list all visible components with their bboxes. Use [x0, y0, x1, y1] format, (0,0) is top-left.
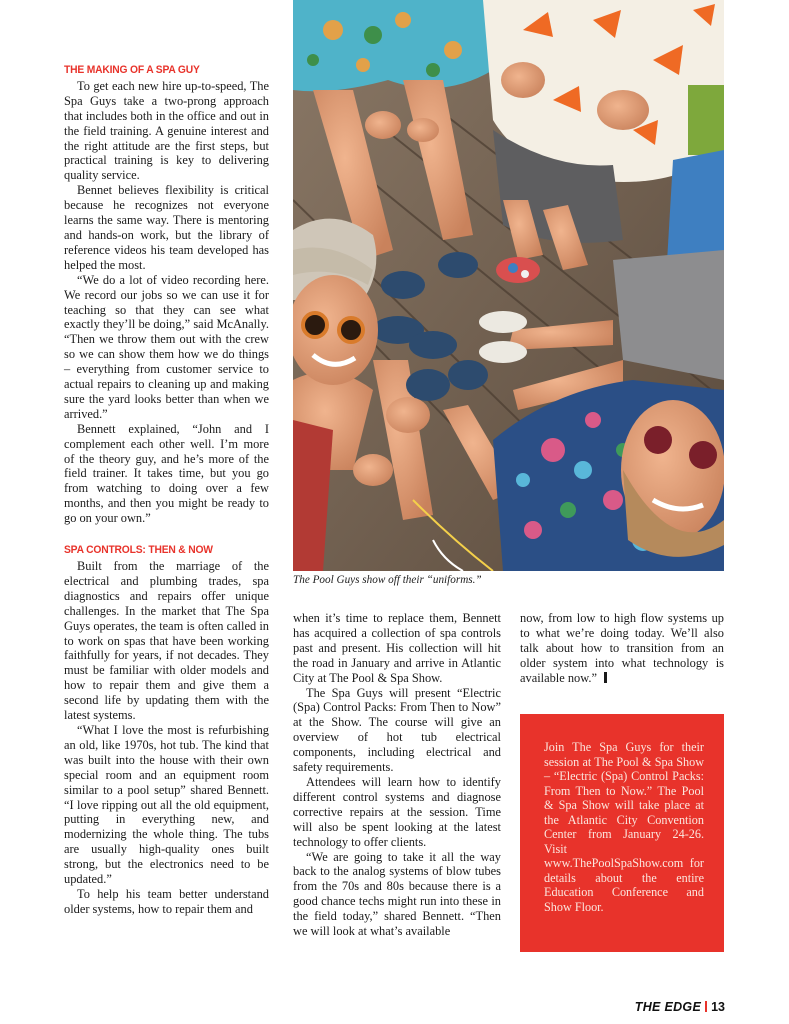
article-paragraph-final [520, 611, 724, 686]
article-paragraph: when it’s time to replace them, Bennett has acquired a collection of spa controls past and present. His collection will hit the road in January and arrive in Atlantic City at The Pool & Spa Show. [293, 611, 501, 685]
folio-divider [705, 1001, 707, 1012]
photo-group-feet-circle [293, 0, 724, 571]
article-paragraph: To help his team better understand older systems, how to repair them and [64, 886, 269, 916]
article-paragraph: “We are going to take it all the way back to the analog systems of blow tubes from the 70s and 80s because there is a good chance techs might run into these in the field today,” shared Bennett. “Then we will look at what’s available [293, 849, 501, 939]
article-paragraph: Bennet believes flexibility is critical because he recognizes not everyone learns the same way. There is mentoring and hands-on work, but the library of reference videos his team developed has helped the most. [64, 183, 269, 272]
article-paragraph: “We do a lot of video recording here. We record our jobs so we can use it for teaching so that they can see what exactly they’ll be doing,” said McAnally. “Then we throw them out with the crew so we can show them how we do things – everything from customer service to actual repairs to cleaning up and making sure the yard looks better than when we arrived.” [64, 272, 269, 421]
article-paragraph: The Spa Guys will present “Electric (Spa) Control Packs: From Then to Now” at the Show. The course will give an overview of hot tub electrical components, including electrical and safety requirements. [293, 685, 501, 775]
event-sidebar-box [520, 714, 724, 952]
feature-photo [293, 0, 724, 571]
article-paragraph: “What I love the most is refurbishing an old, like 1970s, hot tub. The kind that was built into the house with their own special room and an equipment room similar to a pool setup” shared Bennett. “I love ripping out all the old equipment, putting in everything new, and modernizing the whole thing. The tubs are usually high-quality ones built strong, but the electronics need to be updated.” [64, 722, 269, 887]
article-paragraph: Built from the marriage of the electrical and plumbing trades, spa diagnostics and repairs offer unique challenges. In the market that The Spa Guys operates, the team is often called in to work on spas that have been working faithfully for years, if not decades. They must be familiar with older models and how to repair them and give them a second life by updating them with the latest systems. [64, 559, 269, 723]
article-paragraph: Bennett explained, “John and I complement each other well. I’m more of the theory guy, and he’s more of the field trainer. It takes time, but you go from watching to doing over a few months, and then you might be ready to go on your own.” [64, 421, 269, 526]
page-number: 13 [711, 1000, 725, 1014]
article-column-3 [520, 611, 724, 686]
article-column-1 [64, 63, 269, 917]
section-heading-making-of-spa-guy: THE MAKING OF A SPA GUY [64, 64, 200, 76]
article-paragraph: Attendees will learn how to identify different control systems and diagnose corrective repairs at the session. Time will also be spent looking at the latest technology to offer clients. [293, 774, 501, 849]
magazine-name: THE EDGE [634, 1000, 702, 1014]
photo-caption: The Pool Guys show off their “uniforms.” [293, 574, 482, 586]
page-folio [635, 1000, 725, 1014]
end-of-article-mark [604, 672, 607, 683]
event-sidebar-text: Join The Spa Guys for their session at The Pool & Spa Show – “Electric (Spa) Control Packs: From Then to Now.” The Pool & Spa Show will take place at the Atlantic City Convention Center from January 24-26. Visit www.ThePoolSpaShow.com for details about the entire Education Conference and Show Floor. [544, 740, 704, 914]
article-column-2 [293, 611, 501, 939]
article-final-text: now, from low to high flow systems up to what we’re doing today. We’ll also talk about how to transition from an older system into what technology is available now.” [520, 611, 724, 685]
article-paragraph: To get each new hire up-to-speed, The Spa Guys take a two-prong approach that includes both in the office and out in the field training. A genuine interest and the right attitude are the first steps, but practical training is key to delivering quality service. [64, 78, 269, 183]
section-heading-spa-controls: SPA CONTROLS: THEN & NOW [64, 544, 213, 557]
